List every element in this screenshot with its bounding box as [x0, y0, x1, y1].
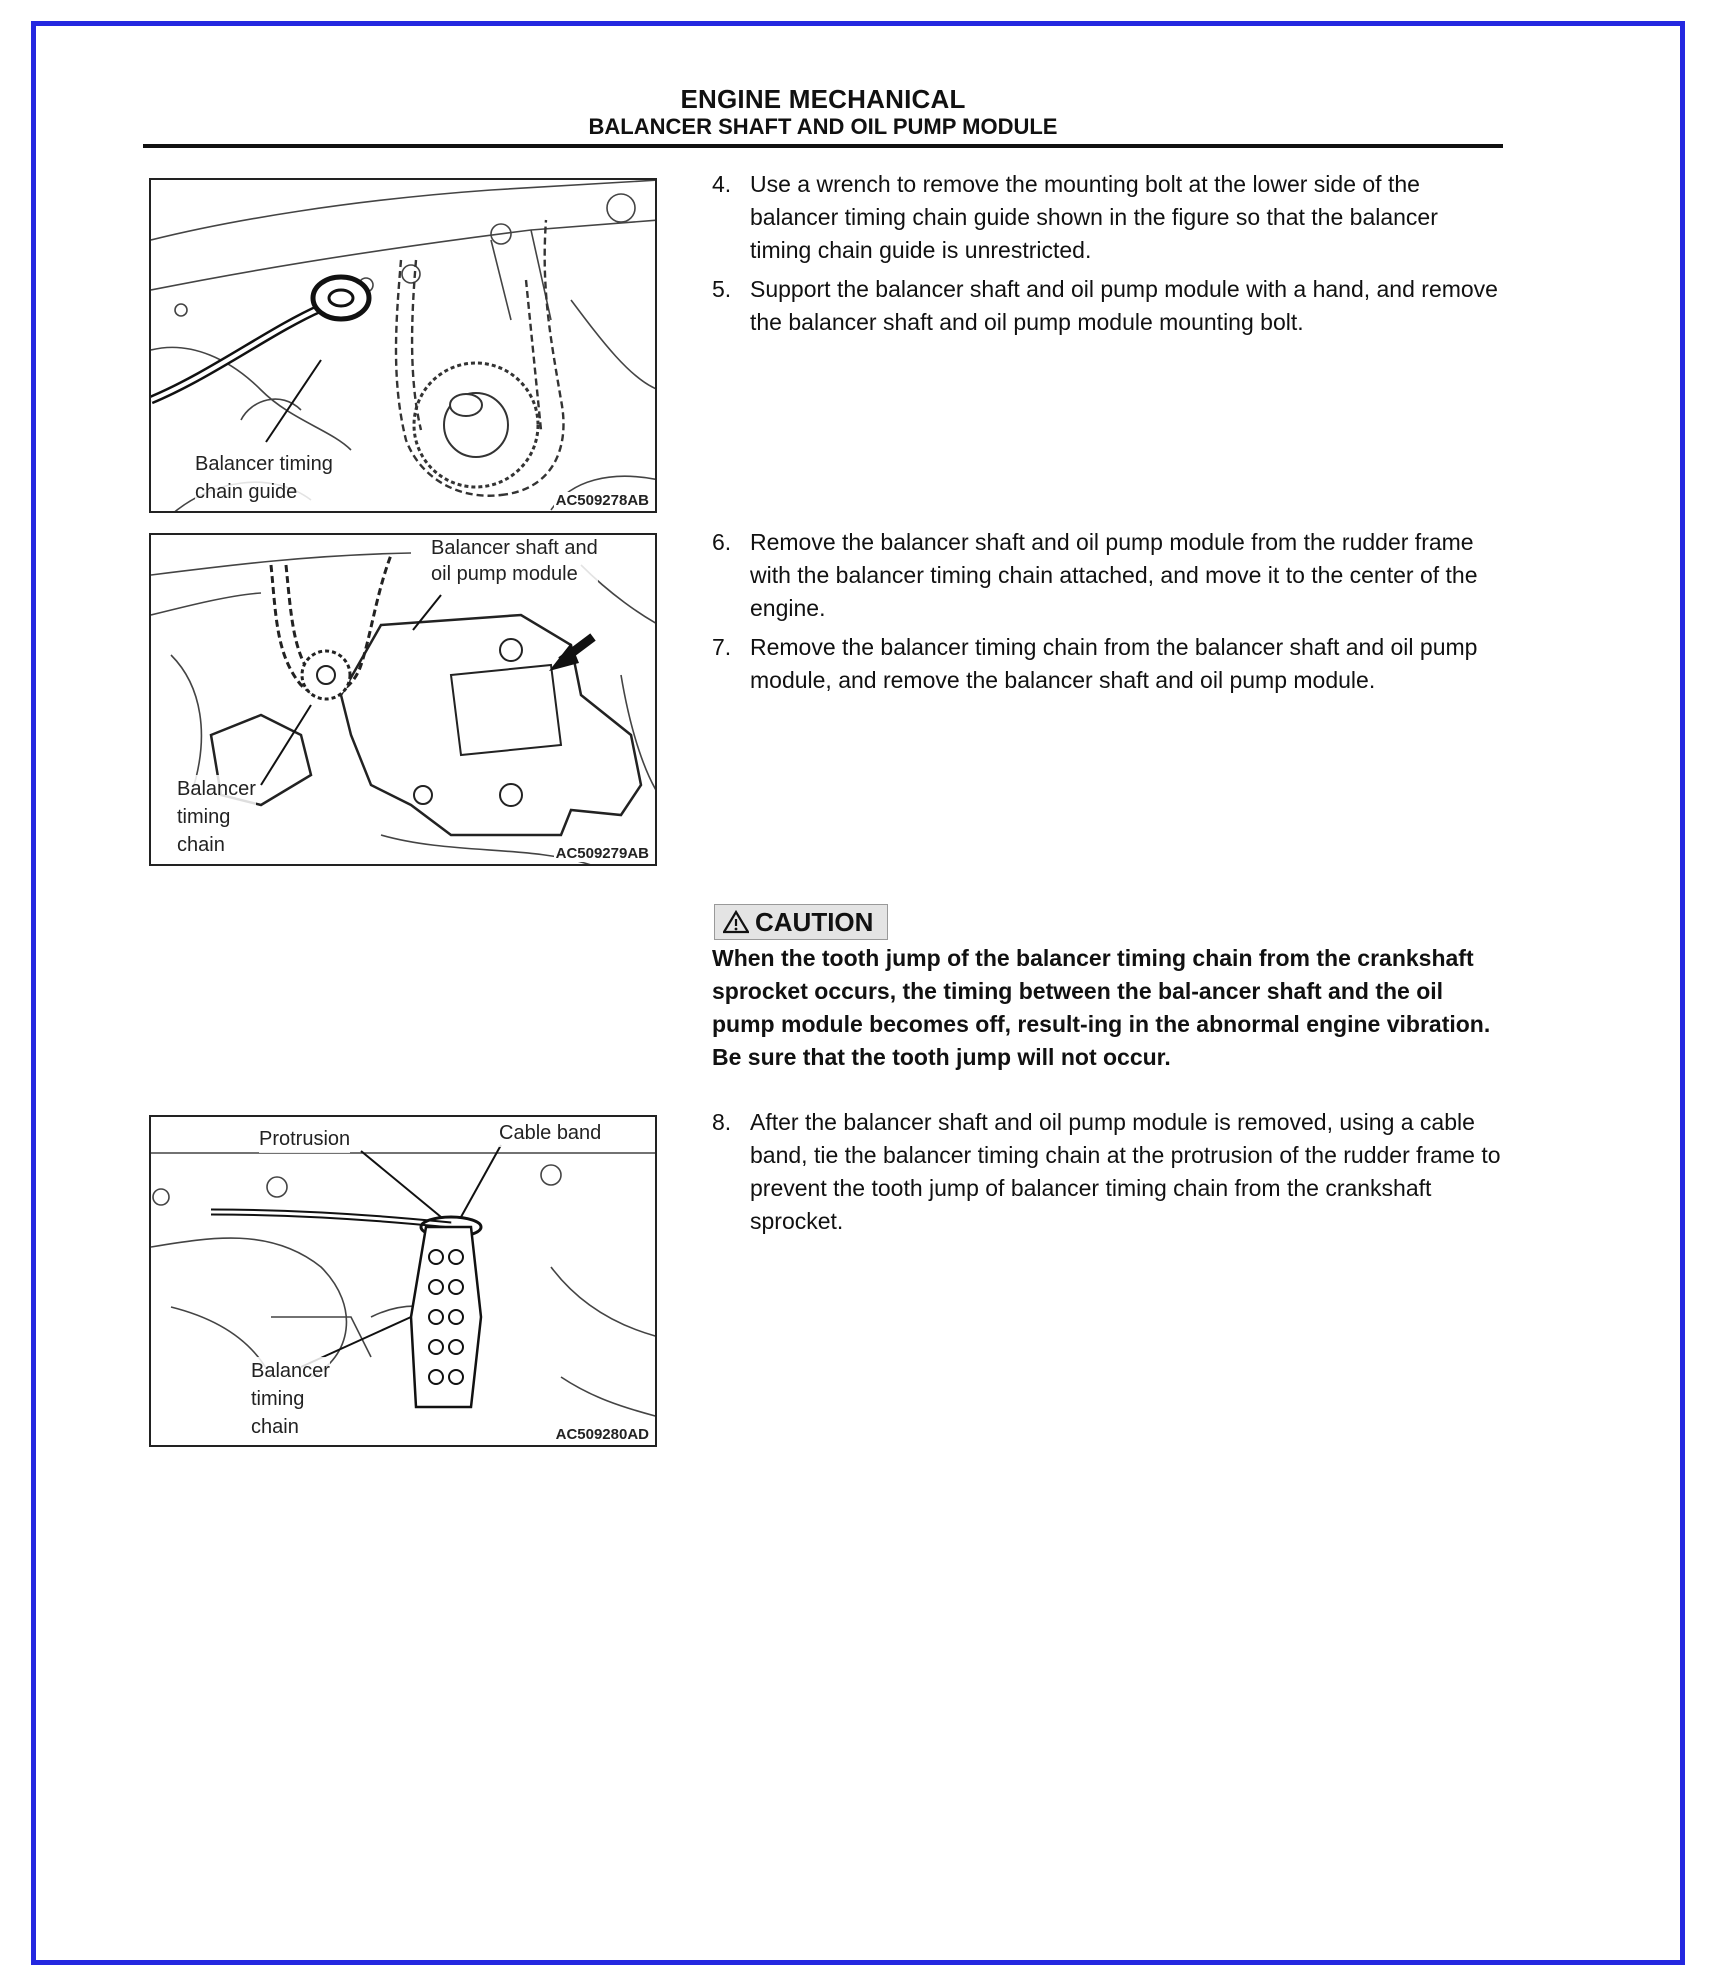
label-protrusion: Protrusion — [259, 1125, 350, 1153]
label-line: Balancer — [177, 778, 256, 800]
figure-cable-band — [149, 1115, 657, 1447]
figure-oil-pump-module — [149, 533, 657, 866]
label-line: oil pump module — [431, 563, 578, 585]
label-line: Balancer shaft and — [431, 537, 598, 559]
step-number: 5. — [712, 276, 732, 302]
caution-badge — [714, 904, 888, 940]
step-item — [712, 631, 1502, 697]
header-rule — [143, 144, 1503, 148]
step-item — [712, 526, 1502, 625]
step-item — [712, 273, 1502, 339]
step-item — [712, 168, 1502, 267]
page-header — [143, 84, 1503, 140]
label-cable-band: Cable band — [499, 1119, 601, 1147]
label-line: Balancer timing — [195, 453, 333, 475]
label-line: timing — [177, 806, 231, 828]
cable-band-illustration — [151, 1117, 657, 1447]
label-line: chain guide — [195, 481, 298, 503]
caution-label: CAUTION — [755, 907, 874, 937]
step-number: 6. — [712, 529, 732, 555]
label-line: timing — [251, 1388, 305, 1410]
label-balancer-shaft-module — [431, 535, 598, 587]
label-balancer-timing-chain — [251, 1357, 330, 1441]
page-subtitle: BALANCER SHAFT AND OIL PUMP MODULE — [588, 114, 1058, 139]
figure-code: AC509278AB — [555, 492, 649, 509]
figure-code: AC509279AB — [555, 845, 649, 862]
steps-group-1 — [712, 168, 1502, 345]
step-number: 8. — [712, 1109, 732, 1135]
label-line: Balancer — [251, 1360, 330, 1382]
label-balancer-timing-chain-guide — [195, 450, 333, 506]
step-number: 7. — [712, 634, 732, 660]
step-text: Support the balancer shaft and oil pump module with a hand, and remove the balancer shaft and oil pump module mounting bolt. — [750, 276, 1498, 335]
figure-code: AC509280AD — [555, 1426, 649, 1443]
step-item — [712, 1106, 1502, 1238]
label-line: chain — [251, 1416, 299, 1438]
warning-triangle-icon — [723, 910, 749, 934]
label-line: chain — [177, 834, 225, 856]
step-text: Remove the balancer shaft and oil pump module from the rudder frame with the balancer timing chain attached, and move it to the center of the engine. — [750, 529, 1478, 621]
steps-group-3 — [712, 1106, 1502, 1244]
label-balancer-timing-chain — [177, 775, 256, 859]
steps-group-2 — [712, 526, 1502, 703]
caution-text: When the tooth jump of the balancer timing chain from the crankshaft sprocket occurs, the timing between the bal-ancer shaft and the oil pump module becomes off, result-ing in the abnormal engine vibration. Be sure that the tooth jump will not occur. — [712, 945, 1491, 1070]
step-text: Use a wrench to remove the mounting bolt at the lower side of the balancer timing chain guide shown in the figure so that the balancer timing chain guide is unrestricted. — [750, 171, 1438, 263]
step-number: 4. — [712, 171, 732, 197]
step-text: Remove the balancer timing chain from the balancer shaft and oil pump module, and remove the balancer shaft and oil pump module. — [750, 634, 1478, 693]
step-text: After the balancer shaft and oil pump module is removed, using a cable band, tie the balancer timing chain at the protrusion of the rudder frame to prevent the tooth jump of balancer timing chain from the crankshaft sprocket. — [750, 1109, 1501, 1234]
page-title: ENGINE MECHANICAL — [680, 84, 966, 114]
figure-chain-guide — [149, 178, 657, 513]
